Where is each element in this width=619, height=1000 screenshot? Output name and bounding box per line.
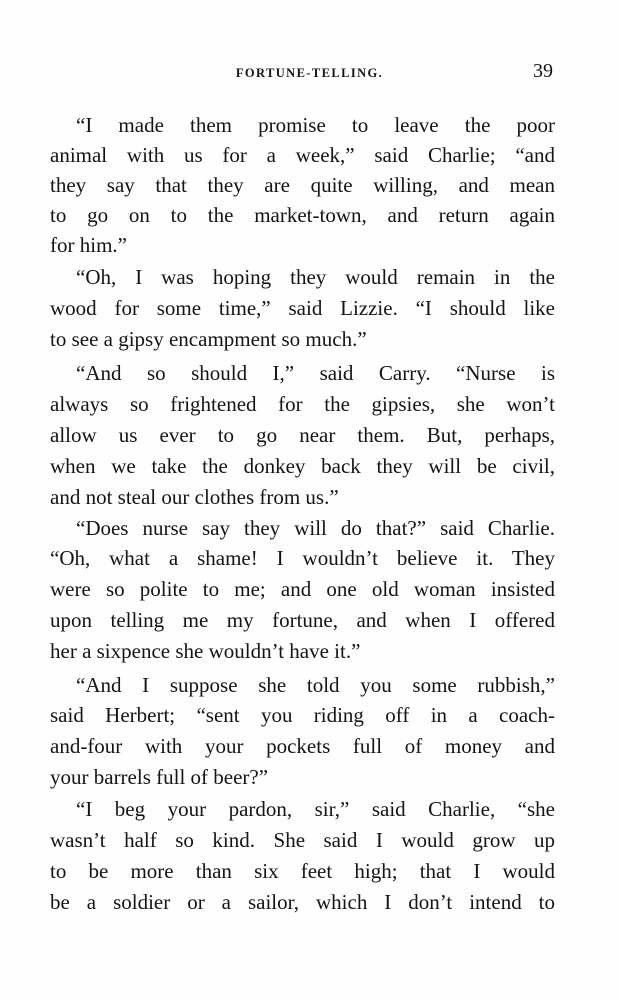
text-line: “And I suppose she told you some rubbish,” — [76, 673, 555, 697]
page-number: 39 — [533, 60, 553, 82]
text-line: wood for some time,” said Lizzie. “I should like — [50, 296, 555, 320]
text-line: for him.” — [50, 233, 127, 257]
text-line: your barrels full of beer?” — [50, 765, 269, 789]
text-line: allow us ever to go near them. But, perhaps, — [50, 423, 555, 447]
text-line: “I made them promise to leave the poor — [76, 113, 555, 137]
text-line: “Oh, I was hoping they would remain in the — [76, 265, 555, 289]
text-line: and-four with your pockets full of money and — [50, 734, 555, 758]
text-line: “Oh, what a shame! I wouldn’t believe it. They — [50, 546, 555, 570]
running-title: FORTUNE-TELLING. — [235, 66, 384, 80]
text-line: and not steal our clothes from us.” — [50, 485, 339, 509]
text-line: to be more than six feet high; that I would — [50, 859, 555, 883]
text-line: “I beg your pardon, sir,” said Charlie, “she — [76, 797, 555, 821]
text-line: wasn’t half so kind. She said I would grow up — [50, 828, 555, 852]
text-line: said Herbert; “sent you riding off in a coach- — [50, 703, 555, 727]
text-line: be a soldier or a sailor, which I don’t intend to — [50, 890, 555, 914]
text-line: always so frightened for the gipsies, she won’t — [50, 392, 555, 416]
text-line: upon telling me my fortune, and when I offered — [50, 608, 555, 632]
text-line: to see a gipsy encampment so much.” — [50, 327, 367, 351]
text-line: her a sixpence she wouldn’t have it.” — [50, 639, 361, 663]
text-line: “Does nurse say they will do that?” said Charlie. — [76, 516, 555, 540]
text-line: to go on to the market-town, and return again — [50, 203, 555, 227]
text-line: when we take the donkey back they will be civil, — [50, 454, 555, 478]
text-line: “And so should I,” said Carry. “Nurse is — [76, 361, 555, 385]
text-line: animal with us for a week,” said Charlie; “and — [50, 143, 555, 167]
text-line: they say that they are quite willing, and mean — [50, 173, 555, 197]
text-line: were so polite to me; and one old woman insisted — [50, 577, 555, 601]
